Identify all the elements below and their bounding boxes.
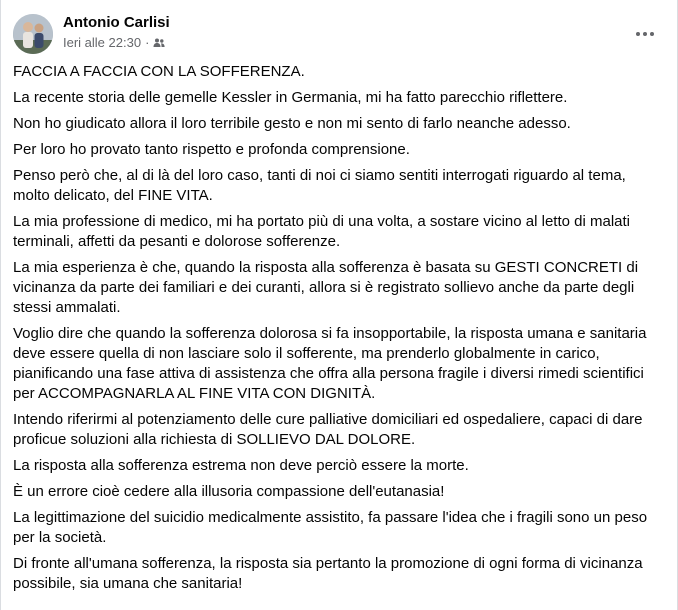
post-paragraph: Per loro ho provato tanto rispetto e profonda comprensione. <box>13 141 410 158</box>
post-paragraph: È un errore cioè cedere alla illusoria compassione dell'eutanasia! <box>13 483 445 500</box>
more-options-button[interactable] <box>627 16 663 52</box>
post-paragraph: Di fronte all'umana sofferenza, la risposta sia pertanto la promozione di ogni forma di vicinanza possibile, sia umana che sanitaria! <box>13 555 643 592</box>
author-name[interactable]: Antonio Carlisi <box>63 14 170 31</box>
post-paragraph: FACCIA A FACCIA CON LA SOFFERENZA. <box>13 63 305 80</box>
more-horizontal-icon <box>636 32 640 36</box>
post-paragraph: Intendo riferirmi al potenziamento delle cure palliative domiciliari ed ospedaliere, capaci di dare proficue soluzioni alla richiesta di SOLLIEVO DAL DOLORE. <box>13 411 643 448</box>
meta-separator: · <box>145 35 150 50</box>
post-header <box>13 10 665 56</box>
more-horizontal-icon <box>643 32 647 36</box>
post-paragraph: La legittimazione del suicidio medicalmente assistito, fa passare l'idea che i fragili sono un peso per la società. <box>13 509 648 546</box>
avatar-photo <box>13 14 53 54</box>
author-avatar[interactable] <box>13 14 53 54</box>
post-body <box>13 62 663 600</box>
post-paragraph: La mia esperienza è che, quando la risposta alla sofferenza è basata su GESTI CONCRETI di vicinanza da parte dei familiari e dei curanti, allora si è registrato sollievo anche da parte degli stessi ammalati. <box>13 259 639 316</box>
post-paragraph: Non ho giudicato allora il loro terribile gesto e non mi sento di farlo neanche adesso. <box>13 115 571 132</box>
post-paragraph: Penso però che, al di là del loro caso, tanti di noi ci siamo sentiti interrogati riguardo al tema, molto delicato, del FINE VITA. <box>13 167 626 204</box>
more-horizontal-icon <box>650 32 654 36</box>
post-paragraph: La mia professione di medico, mi ha portato più di una volta, a sostare vicino al letto di malati terminali, affetti da pesanti e dolorose sofferenze. <box>13 213 630 250</box>
post-paragraph: Voglio dire che quando la sofferenza dolorosa si fa insopportabile, la risposta umana e sanitaria deve essere quella di non lasciare solo il sofferente, ma prenderlo globalmente in carico, pianificando una fase attiva di assistenza che offra alla persona fragile i diversi rimedi scientifici per ACCOMPAGNARLA AL FINE VITA CON DIGNITÀ. <box>13 325 647 402</box>
post-timestamp[interactable]: Ieri alle 22:30 <box>63 35 142 50</box>
post-meta <box>63 35 165 50</box>
post-paragraph: La recente storia delle gemelle Kessler in Germania, mi ha fatto parecchio riflettere. <box>13 89 568 106</box>
friends-icon[interactable] <box>153 37 165 49</box>
post-paragraph: La risposta alla sofferenza estrema non deve perciò essere la morte. <box>13 457 469 474</box>
